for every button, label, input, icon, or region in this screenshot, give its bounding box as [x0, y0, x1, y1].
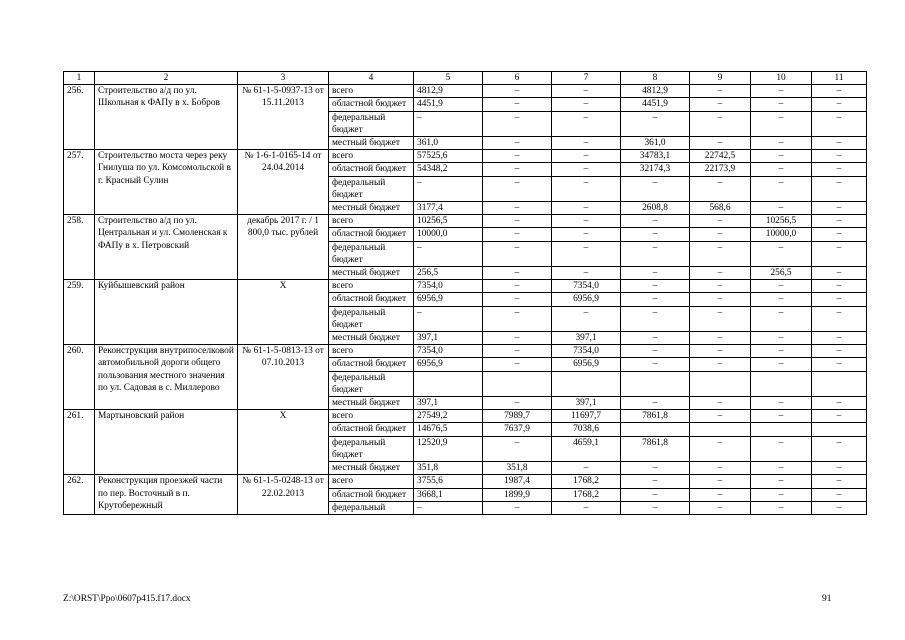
- amount-cell: –: [812, 215, 867, 228]
- amount-cell: 4812,9: [414, 85, 483, 98]
- amount-cell: –: [552, 176, 621, 201]
- amount-cell: 32174,3: [621, 163, 690, 176]
- amount-cell: 351,8: [483, 462, 552, 475]
- amount-cell: –: [552, 462, 621, 475]
- amount-cell: –: [621, 345, 690, 358]
- funding-source-label: местный бюджет: [329, 397, 414, 410]
- amount-cell: –: [552, 137, 621, 150]
- amount-cell: –: [751, 241, 812, 266]
- amount-cell: –: [751, 150, 812, 163]
- amount-cell: 7861,8: [621, 410, 690, 423]
- amount-cell: –: [690, 293, 751, 306]
- amount-cell: –: [812, 111, 867, 136]
- footer-file-path: Z:\ORST\Ppo\0607p415.f17.docx: [63, 594, 191, 604]
- amount-cell: –: [552, 241, 621, 266]
- amount-cell: 7354,0: [552, 280, 621, 293]
- amount-cell: –: [751, 410, 812, 423]
- amount-cell: –: [483, 397, 552, 410]
- funding-source-label: федеральный бюджет: [329, 306, 414, 331]
- funding-source-label: всего: [329, 475, 414, 488]
- entry-name: Мартыновский район: [95, 410, 238, 475]
- table-row: [64, 215, 867, 228]
- header-cell: 3: [238, 72, 329, 85]
- amount-cell: –: [621, 228, 690, 241]
- amount-cell: 7354,0: [414, 345, 483, 358]
- funding-source-label: местный бюджет: [329, 202, 414, 215]
- amount-cell: –: [483, 137, 552, 150]
- funding-source-label: областной бюджет: [329, 293, 414, 306]
- amount-cell: 4659,1: [552, 436, 621, 461]
- header-cell: 5: [414, 72, 483, 85]
- table-row: [64, 85, 867, 98]
- amount-cell: –: [751, 202, 812, 215]
- amount-cell: 54348,2: [414, 163, 483, 176]
- amount-cell: 361,0: [621, 137, 690, 150]
- amount-cell: –: [751, 306, 812, 331]
- amount-cell: –: [690, 98, 751, 111]
- amount-cell: –: [751, 358, 812, 371]
- amount-cell: –: [414, 306, 483, 331]
- amount-cell: –: [690, 176, 751, 201]
- amount-cell: –: [621, 397, 690, 410]
- amount-cell: [414, 371, 483, 396]
- header-row: [64, 72, 867, 85]
- amount-cell: –: [751, 163, 812, 176]
- amount-cell: 7989,7: [483, 410, 552, 423]
- amount-cell: –: [690, 306, 751, 331]
- amount-cell: –: [483, 150, 552, 163]
- amount-cell: 256,5: [751, 267, 812, 280]
- amount-cell: [690, 423, 751, 436]
- header-cell: 4: [329, 72, 414, 85]
- amount-cell: 10256,5: [751, 215, 812, 228]
- amount-cell: –: [690, 475, 751, 488]
- entry-document: № 61-1-5-0248-13 от 22.02.2013: [238, 475, 329, 515]
- funding-source-label: всего: [329, 215, 414, 228]
- amount-cell: 7637,9: [483, 423, 552, 436]
- amount-cell: –: [483, 332, 552, 345]
- amount-cell: –: [414, 501, 483, 514]
- amount-cell: –: [483, 228, 552, 241]
- header-cell: 9: [690, 72, 751, 85]
- amount-cell: –: [483, 267, 552, 280]
- header-cell: 8: [621, 72, 690, 85]
- amount-cell: –: [552, 150, 621, 163]
- amount-cell: –: [483, 306, 552, 331]
- header-cell: 6: [483, 72, 552, 85]
- amount-cell: 2608,8: [621, 202, 690, 215]
- amount-cell: –: [690, 267, 751, 280]
- amount-cell: 4812,9: [621, 85, 690, 98]
- amount-cell: 3177,4: [414, 202, 483, 215]
- amount-cell: –: [812, 436, 867, 461]
- funding-source-label: федеральный бюджет: [329, 111, 414, 136]
- amount-cell: –: [552, 215, 621, 228]
- amount-cell: –: [812, 306, 867, 331]
- funding-source-label: федеральный бюджет: [329, 371, 414, 396]
- amount-cell: 4451,9: [414, 98, 483, 111]
- table-row: [64, 345, 867, 358]
- amount-cell: –: [812, 280, 867, 293]
- amount-cell: –: [690, 358, 751, 371]
- amount-cell: [690, 371, 751, 396]
- amount-cell: –: [812, 85, 867, 98]
- amount-cell: –: [690, 410, 751, 423]
- amount-cell: –: [483, 111, 552, 136]
- amount-cell: –: [751, 176, 812, 201]
- amount-cell: 3755,6: [414, 475, 483, 488]
- amount-cell: 256,5: [414, 267, 483, 280]
- entry-number: 261.: [64, 410, 95, 475]
- amount-cell: –: [690, 280, 751, 293]
- amount-cell: –: [751, 332, 812, 345]
- amount-cell: –: [812, 332, 867, 345]
- amount-cell: –: [751, 345, 812, 358]
- amount-cell: 568,6: [690, 202, 751, 215]
- amount-cell: 12520,9: [414, 436, 483, 461]
- amount-cell: –: [483, 345, 552, 358]
- funding-source-label: всего: [329, 85, 414, 98]
- table-row: [64, 280, 867, 293]
- amount-cell: –: [621, 267, 690, 280]
- amount-cell: 6956,9: [414, 358, 483, 371]
- amount-cell: –: [812, 475, 867, 488]
- amount-cell: –: [812, 293, 867, 306]
- amount-cell: 397,1: [414, 332, 483, 345]
- amount-cell: –: [812, 397, 867, 410]
- funding-source-label: всего: [329, 345, 414, 358]
- amount-cell: –: [621, 176, 690, 201]
- amount-cell: –: [621, 280, 690, 293]
- amount-cell: –: [621, 462, 690, 475]
- amount-cell: –: [552, 306, 621, 331]
- amount-cell: –: [690, 332, 751, 345]
- amount-cell: –: [812, 241, 867, 266]
- amount-cell: –: [812, 501, 867, 514]
- amount-cell: –: [690, 488, 751, 501]
- table-body: [64, 72, 867, 515]
- amount-cell: –: [552, 501, 621, 514]
- funding-source-label: всего: [329, 410, 414, 423]
- amount-cell: –: [483, 163, 552, 176]
- funding-source-label: областной бюджет: [329, 358, 414, 371]
- amount-cell: –: [483, 358, 552, 371]
- funding-source-label: всего: [329, 150, 414, 163]
- amount-cell: 34783,1: [621, 150, 690, 163]
- amount-cell: –: [690, 501, 751, 514]
- funding-source-label: областной бюджет: [329, 423, 414, 436]
- amount-cell: –: [621, 215, 690, 228]
- amount-cell: –: [552, 228, 621, 241]
- amount-cell: 22742,5: [690, 150, 751, 163]
- amount-cell: –: [621, 488, 690, 501]
- amount-cell: 3668,1: [414, 488, 483, 501]
- funding-source-label: федеральный бюджет: [329, 241, 414, 266]
- amount-cell: [812, 371, 867, 396]
- amount-cell: –: [812, 228, 867, 241]
- funding-source-label: областной бюджет: [329, 228, 414, 241]
- budget-table: [63, 71, 867, 515]
- amount-cell: –: [812, 462, 867, 475]
- amount-cell: –: [812, 488, 867, 501]
- amount-cell: 7354,0: [552, 345, 621, 358]
- header-cell: 2: [95, 72, 238, 85]
- amount-cell: –: [621, 306, 690, 331]
- amount-cell: –: [621, 293, 690, 306]
- amount-cell: –: [621, 241, 690, 266]
- amount-cell: 397,1: [552, 332, 621, 345]
- amount-cell: –: [483, 202, 552, 215]
- amount-cell: [812, 423, 867, 436]
- amount-cell: –: [621, 332, 690, 345]
- amount-cell: –: [751, 397, 812, 410]
- amount-cell: 27549,2: [414, 410, 483, 423]
- amount-cell: –: [552, 267, 621, 280]
- amount-cell: –: [751, 501, 812, 514]
- amount-cell: –: [552, 85, 621, 98]
- amount-cell: [621, 371, 690, 396]
- header-cell: 11: [812, 72, 867, 85]
- entry-name: Строительство моста через реку Гнилуша по ул. Комсомольской в г. Красный Сулин: [95, 150, 238, 215]
- amount-cell: –: [552, 111, 621, 136]
- amount-cell: 57525,6: [414, 150, 483, 163]
- amount-cell: 6956,9: [552, 293, 621, 306]
- amount-cell: –: [483, 241, 552, 266]
- amount-cell: 7861,8: [621, 436, 690, 461]
- amount-cell: –: [483, 98, 552, 111]
- amount-cell: –: [690, 241, 751, 266]
- header-cell: 1: [64, 72, 95, 85]
- amount-cell: –: [483, 85, 552, 98]
- entry-document: декабрь 2017 г. / 1 800,0 тыс. рублей: [238, 215, 329, 280]
- amount-cell: 6956,9: [552, 358, 621, 371]
- funding-source-label: областной бюджет: [329, 98, 414, 111]
- amount-cell: 397,1: [414, 397, 483, 410]
- amount-cell: –: [690, 85, 751, 98]
- amount-cell: –: [751, 475, 812, 488]
- amount-cell: 14676,5: [414, 423, 483, 436]
- amount-cell: –: [812, 267, 867, 280]
- page-number: 91: [822, 594, 832, 604]
- amount-cell: –: [414, 111, 483, 136]
- amount-cell: –: [483, 436, 552, 461]
- entry-number: 258.: [64, 215, 95, 280]
- entry-document: X: [238, 410, 329, 475]
- funding-source-label: всего: [329, 280, 414, 293]
- funding-source-label: местный бюджет: [329, 137, 414, 150]
- amount-cell: 22173,9: [690, 163, 751, 176]
- amount-cell: 4451,9: [621, 98, 690, 111]
- entry-name: Реконструкция внутрипоселковой автомобильной дороги общего пользования местного значения по ул. Садовая в с. Миллерово: [95, 345, 238, 410]
- amount-cell: [483, 371, 552, 396]
- amount-cell: [751, 423, 812, 436]
- amount-cell: 1768,2: [552, 475, 621, 488]
- amount-cell: –: [751, 111, 812, 136]
- amount-cell: 1768,2: [552, 488, 621, 501]
- funding-source-label: федеральный бюджет: [329, 436, 414, 461]
- entry-name: Строительство а/д по ул. Центральная и ул. Смоленская к ФАПу в х. Петровский: [95, 215, 238, 280]
- funding-source-label: федеральный: [329, 501, 414, 514]
- amount-cell: 397,1: [552, 397, 621, 410]
- funding-source-label: местный бюджет: [329, 332, 414, 345]
- table-row: [64, 410, 867, 423]
- funding-source-label: местный бюджет: [329, 462, 414, 475]
- amount-cell: –: [751, 293, 812, 306]
- funding-source-label: местный бюджет: [329, 267, 414, 280]
- amount-cell: 1987,4: [483, 475, 552, 488]
- amount-cell: [621, 423, 690, 436]
- amount-cell: –: [552, 163, 621, 176]
- entry-name: Реконструкция проезжей части по пер. Восточный в п. Крутобережный: [95, 475, 238, 515]
- amount-cell: 1899,9: [483, 488, 552, 501]
- entry-number: 259.: [64, 280, 95, 345]
- amount-cell: –: [414, 241, 483, 266]
- amount-cell: –: [812, 98, 867, 111]
- amount-cell: –: [483, 215, 552, 228]
- amount-cell: –: [621, 475, 690, 488]
- amount-cell: 6956,9: [414, 293, 483, 306]
- amount-cell: –: [552, 202, 621, 215]
- amount-cell: –: [621, 111, 690, 136]
- amount-cell: –: [812, 345, 867, 358]
- amount-cell: –: [483, 501, 552, 514]
- amount-cell: –: [812, 150, 867, 163]
- amount-cell: 10000,0: [414, 228, 483, 241]
- amount-cell: –: [690, 397, 751, 410]
- amount-cell: 7038,6: [552, 423, 621, 436]
- amount-cell: –: [483, 176, 552, 201]
- amount-cell: –: [483, 293, 552, 306]
- entry-name: Строительство а/д по ул. Школьная к ФАПу в х. Бобров: [95, 85, 238, 150]
- amount-cell: –: [812, 163, 867, 176]
- amount-cell: –: [751, 436, 812, 461]
- table-row: [64, 475, 867, 488]
- funding-source-label: областной бюджет: [329, 163, 414, 176]
- amount-cell: –: [483, 280, 552, 293]
- table-row: [64, 150, 867, 163]
- amount-cell: –: [751, 488, 812, 501]
- amount-cell: –: [812, 410, 867, 423]
- amount-cell: [751, 371, 812, 396]
- amount-cell: –: [414, 176, 483, 201]
- entry-number: 262.: [64, 475, 95, 515]
- entry-number: 257.: [64, 150, 95, 215]
- entry-name: Куйбышевский район: [95, 280, 238, 345]
- amount-cell: –: [690, 215, 751, 228]
- amount-cell: –: [690, 462, 751, 475]
- amount-cell: –: [690, 137, 751, 150]
- amount-cell: –: [690, 436, 751, 461]
- amount-cell: 11697,7: [552, 410, 621, 423]
- amount-cell: –: [690, 228, 751, 241]
- amount-cell: –: [621, 358, 690, 371]
- amount-cell: –: [812, 176, 867, 201]
- entry-number: 256.: [64, 85, 95, 150]
- amount-cell: 10256,5: [414, 215, 483, 228]
- entry-document: X: [238, 280, 329, 345]
- amount-cell: –: [812, 202, 867, 215]
- budget-table-page: [63, 71, 844, 515]
- header-cell: 7: [552, 72, 621, 85]
- amount-cell: –: [751, 137, 812, 150]
- amount-cell: –: [812, 137, 867, 150]
- funding-source-label: областной бюджет: [329, 488, 414, 501]
- amount-cell: 10000,0: [751, 228, 812, 241]
- entry-document: № 61-1-5-0813-13 от 07.10.2013: [238, 345, 329, 410]
- funding-source-label: федеральный бюджет: [329, 176, 414, 201]
- amount-cell: –: [751, 462, 812, 475]
- amount-cell: –: [552, 98, 621, 111]
- amount-cell: 351,8: [414, 462, 483, 475]
- amount-cell: –: [690, 111, 751, 136]
- header-cell: 10: [751, 72, 812, 85]
- entry-document: № 1-6-1-0165-14 от 24.04.2014: [238, 150, 329, 215]
- amount-cell: [552, 371, 621, 396]
- amount-cell: –: [751, 98, 812, 111]
- amount-cell: 361,0: [414, 137, 483, 150]
- amount-cell: –: [751, 280, 812, 293]
- amount-cell: –: [812, 358, 867, 371]
- entry-document: № 61-1-5-0937-13 от 15.11.2013: [238, 85, 329, 150]
- amount-cell: –: [621, 501, 690, 514]
- amount-cell: 7354,0: [414, 280, 483, 293]
- entry-number: 260.: [64, 345, 95, 410]
- amount-cell: –: [690, 345, 751, 358]
- amount-cell: –: [751, 85, 812, 98]
